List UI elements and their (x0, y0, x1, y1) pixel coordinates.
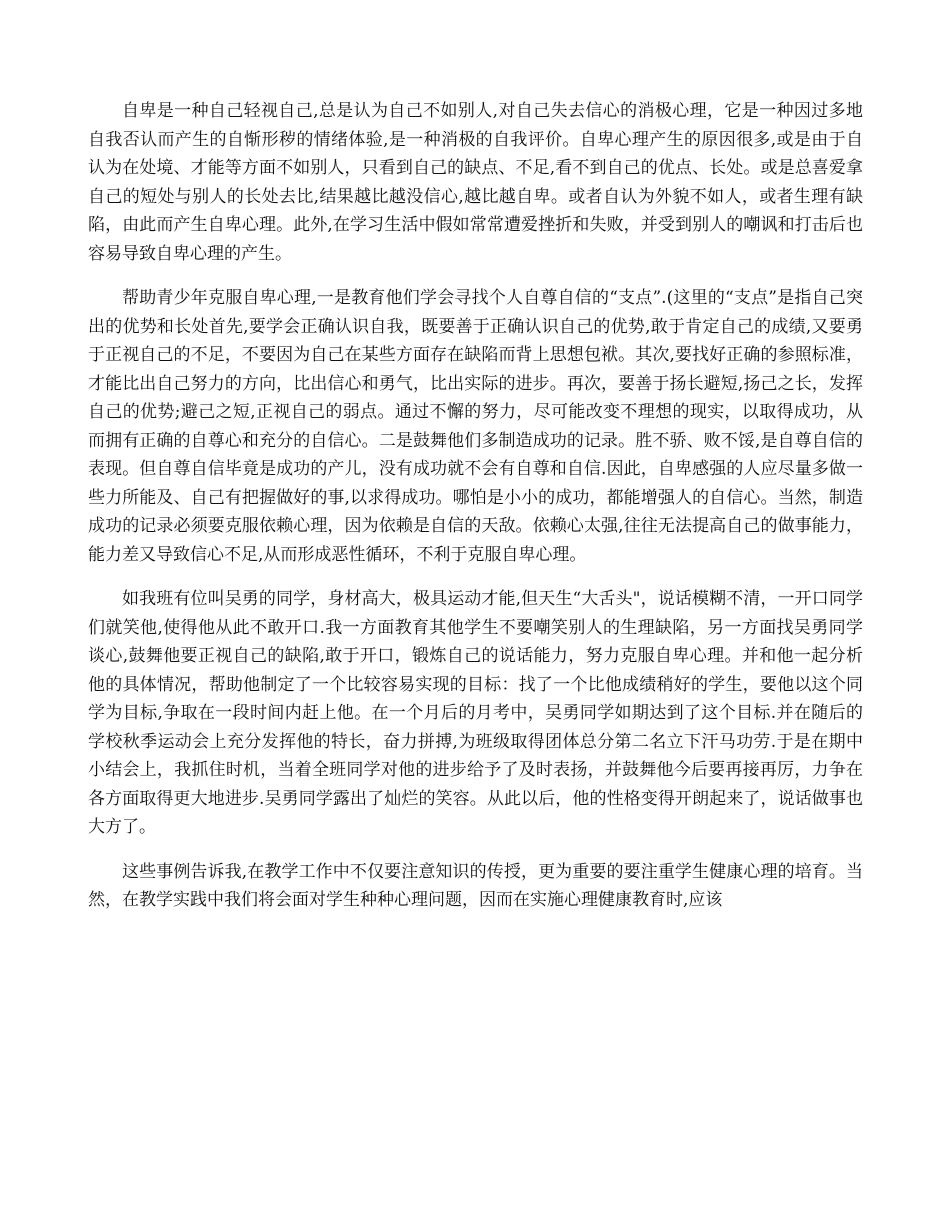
paragraph-4: 这些事例告诉我,在教学工作中不仅要注意知识的传授，更为重要的要注重学生健康心理的培育。当然，在教学实践中我们将会面对学生种种心理问题，因而在实施心理健康教育时,应该 (88, 861, 863, 910)
paragraph-2: 帮助青少年克服自卑心理,一是教育他们学会寻找个人自尊自信的“支点”.(这里的“支点”是指自己突出的优势和长处首先,要学会正确认识自我，既要善于正确认识自己的优势,敢于肯定自己的成绩,又要勇于正视自己的不足，不要因为自己在某些方面存在缺陷而背上思想包袱。其次,要找好正确的参照标准，才能比出自己努力的方向，比出信心和勇气，比出实际的进步。再次，要善于扬长避短,扬己之长，发挥自己的优势;避己之短,正视自己的弱点。通过不懈的努力，尽可能改变不理想的现实，以取得成功，从而拥有正确的自尊心和充分的自信心。二是鼓舞他们多制造成功的记录。胜不骄、败不馁,是自尊自信的表现。但自尊自信毕竟是成功的产儿，没有成功就不会有自尊和自信.因此，自卑感强的人应尽量多做一些力所能及、自己有把握做好的事,以求得成功。哪怕是小小的成功，都能增强人的自信心。当然，制造成功的记录必须要克服依赖心理，因为依赖是自信的天敌。依赖心太强,往往无法提高自己的做事能力，能力差又导致信心不足,从而形成恶性循环，不利于克服自卑心理。 (88, 288, 863, 565)
paragraph-1: 自卑是一种自己轻视自己,总是认为自己不如别人,对自己失去信心的消极心理，它是一种因过多地自我否认而产生的自惭形秽的情绪体验,是一种消极的自我评价。自卑心理产生的原因很多,或是由于自认为在处境、才能等方面不如别人，只看到自己的缺点、不足,看不到自己的优点、长处。或是总喜爱拿自己的短处与别人的长处去比,结果越比越没信心,越比越自卑。或者自认为外貌不如人，或者生理有缺陷，由此而产生自卑心理。此外,在学习生活中假如常常遭爱挫折和失败，并受到别人的嘲讽和打击后也容易导致自卑心理的产生。 (88, 101, 863, 264)
paragraph-3: 如我班有位叫吴勇的同学，身材高大，极具运动才能,但天生“大舌头"，说话模糊不清，一开口同学们就笑他,使得他从此不敢开口.我一方面教育其他学生不要嘲笑别人的生理缺陷，另一方面找吴勇同学谈心,鼓舞他要正视自己的缺陷,敢于开口，锻炼自己的说话能力，努力克服自卑心理。并和他一起分析他的具体情况，帮助他制定了一个比较容易实现的目标：找了一个比他成绩稍好的学生，要他以这个同学为目标,争取在一段时间内赶上他。在一个月后的月考中，吴勇同学如期达到了这个目标.并在随后的学校秋季运动会上充分发挥他的特长，奋力拼搏,为班级取得团体总分第二名立下汗马功劳.于是在期中小结会上，我抓住时机，当着全班同学对他的进步给予了及时表扬，并鼓舞他今后要再接再厉，力争在各方面取得更大地进步.吴勇同学露出了灿烂的笑容。从此以后，他的性格变得开朗起来了，说话做事也大方了。 (88, 589, 863, 837)
document-page (88, 97, 863, 931)
